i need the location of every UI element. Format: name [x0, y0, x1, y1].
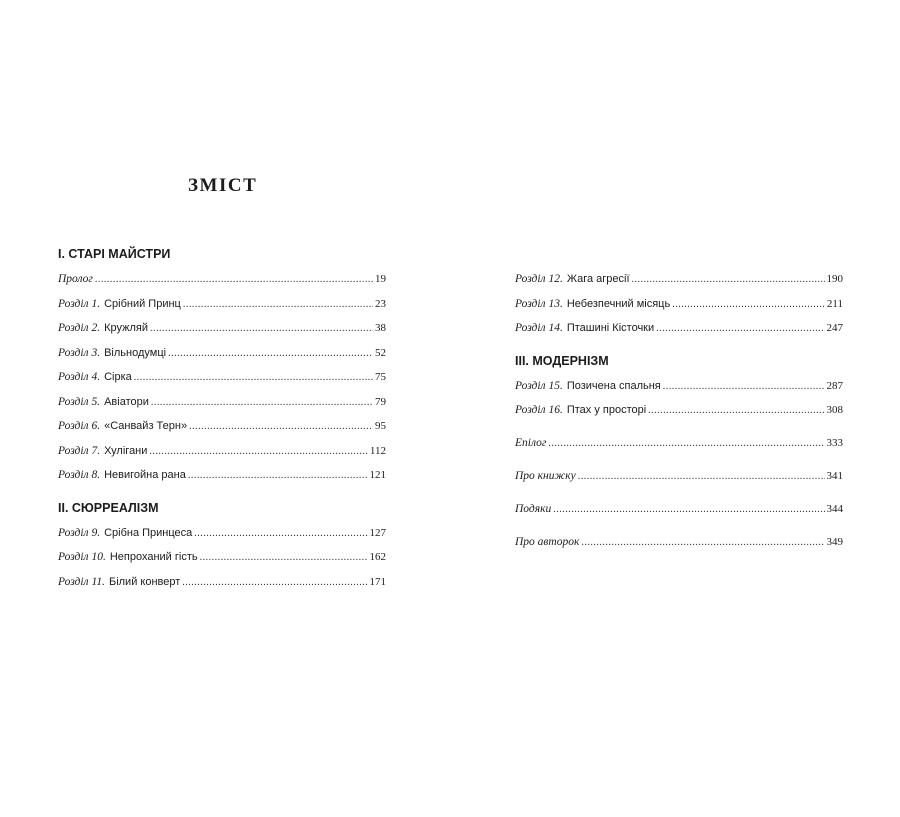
page-number: 112	[369, 444, 386, 457]
page-number: 23	[375, 297, 386, 310]
page-number: 171	[369, 575, 386, 588]
entry-title: Срібна Принцеса	[104, 526, 193, 539]
entry-title: Хулігани	[104, 444, 148, 457]
chapter-prefix: Розділ 2.	[58, 322, 101, 334]
chapter-prefix: Розділ 4.	[58, 371, 101, 383]
page-number: 349	[826, 536, 843, 548]
page-number: 79	[375, 395, 386, 408]
chapter-prefix: Розділ 1.	[58, 297, 101, 310]
toc-right-column	[515, 270, 843, 566]
dot-leader	[150, 320, 373, 338]
entry-title: Про авторок	[515, 536, 580, 548]
dot-leader	[182, 574, 367, 592]
dot-leader	[188, 467, 368, 485]
page-number: 121	[369, 469, 386, 481]
toc-entry-about-book[interactable]	[515, 467, 843, 500]
dot-leader	[151, 394, 373, 412]
entry-title: Птах у просторі	[566, 404, 647, 416]
toc-entry-chapter-6[interactable]	[58, 417, 386, 442]
page-number: 19	[375, 273, 386, 285]
dot-leader	[95, 271, 373, 289]
chapter-prefix: Розділ 15.	[515, 379, 563, 392]
toc-entry-chapter-5[interactable]	[58, 393, 386, 418]
dot-leader	[183, 296, 373, 314]
toc-entry-chapter-9[interactable]	[58, 524, 386, 549]
entry-title: Вільнодумці	[104, 346, 167, 359]
page-number: 190	[826, 273, 843, 285]
dot-leader	[578, 468, 825, 486]
entry-title: Подяки	[515, 503, 552, 515]
dot-leader	[134, 369, 373, 387]
entry-title: Кружляй	[104, 322, 148, 334]
chapter-prefix: Розділ 16.	[515, 404, 563, 416]
page-number: 287	[826, 379, 843, 392]
entry-title: Пролог	[58, 273, 93, 285]
dot-leader	[194, 525, 367, 543]
toc-entry-prologue[interactable]	[58, 270, 386, 295]
entry-title: Про книжку	[515, 470, 576, 482]
entry-title: Срібний Принц	[104, 297, 181, 310]
toc-entry-chapter-15[interactable]	[515, 377, 843, 402]
page-number: 127	[369, 526, 386, 539]
page-number: 308	[826, 404, 843, 416]
chapter-prefix: Розділ 7.	[58, 444, 101, 457]
dot-leader	[548, 435, 824, 453]
dot-leader	[168, 345, 373, 363]
chapter-prefix: Розділ 6.	[58, 420, 101, 432]
chapter-prefix: Розділ 10.	[58, 551, 106, 563]
toc-entry-chapter-12[interactable]	[515, 270, 843, 295]
section-heading-surrealism: II. СЮРРЕАЛІЗМ	[58, 500, 159, 515]
entry-title: Білий конверт	[108, 575, 181, 588]
page-number: 333	[826, 437, 843, 449]
chapter-prefix: Розділ 5.	[58, 395, 101, 408]
toc-entry-chapter-1[interactable]	[58, 295, 386, 320]
dot-leader	[200, 549, 368, 567]
page-number: 95	[375, 420, 386, 432]
toc-entry-chapter-3[interactable]	[58, 344, 386, 369]
toc-entry-epilogue[interactable]	[515, 434, 843, 467]
toc-entry-chapter-16[interactable]	[515, 401, 843, 434]
dot-leader	[189, 418, 373, 436]
dot-leader	[149, 443, 368, 461]
page-number: 38	[375, 322, 386, 334]
entry-title: Непроханий гість	[109, 551, 198, 563]
toc-entry-chapter-10[interactable]	[58, 548, 386, 573]
page-title: ЗМІСТ	[188, 175, 258, 196]
toc-entry-chapter-8[interactable]	[58, 466, 386, 491]
dot-leader	[648, 402, 824, 420]
toc-entry-chapter-4[interactable]	[58, 368, 386, 393]
page-number: 341	[826, 470, 843, 482]
dot-leader	[663, 378, 825, 396]
entry-title: Невигойна рана	[104, 469, 186, 481]
toc-entry-about-authors[interactable]	[515, 533, 843, 566]
dot-leader	[672, 296, 825, 314]
entry-title: Позичена спальня	[566, 379, 661, 392]
page-number: 52	[375, 346, 386, 359]
toc-entry-acknowledgements[interactable]	[515, 500, 843, 533]
chapter-prefix: Розділ 13.	[515, 297, 563, 310]
page-number: 162	[369, 551, 386, 563]
dot-leader	[553, 501, 824, 519]
entry-title: Небезпечний місяць	[566, 297, 671, 310]
section-heading-modernism: III. МОДЕРНІЗМ	[515, 353, 609, 368]
section-heading-old-masters: I. СТАРІ МАЙСТРИ	[58, 247, 171, 261]
entry-title: Жага агресії	[566, 273, 630, 285]
entry-title: «Санвайз Терн»	[104, 420, 188, 432]
toc-entry-chapter-13[interactable]	[515, 295, 843, 320]
toc-entry-chapter-14[interactable]	[515, 319, 843, 344]
toc-entry-chapter-2[interactable]	[58, 319, 386, 344]
entry-title: Авіатори	[104, 395, 149, 408]
entry-title: Сірка	[104, 371, 132, 383]
dot-leader	[632, 271, 825, 289]
chapter-prefix: Розділ 3.	[58, 346, 101, 359]
chapter-prefix: Розділ 14.	[515, 322, 563, 334]
page-number: 247	[826, 322, 843, 334]
entry-title: Пташині Кісточки	[566, 322, 655, 334]
page-number: 344	[826, 503, 843, 515]
page-number: 75	[375, 371, 386, 383]
chapter-prefix: Розділ 12.	[515, 273, 563, 285]
chapter-prefix: Розділ 9.	[58, 526, 101, 539]
toc-entry-chapter-11[interactable]	[58, 573, 386, 598]
dot-leader	[581, 534, 824, 552]
toc-left-column	[58, 245, 386, 597]
page-number: 211	[826, 297, 843, 310]
chapter-prefix: Розділ 8.	[58, 469, 101, 481]
chapter-prefix: Розділ 11.	[58, 575, 105, 588]
toc-entry-chapter-7[interactable]	[58, 442, 386, 467]
dot-leader	[656, 320, 824, 338]
entry-title: Епілог	[515, 437, 547, 449]
